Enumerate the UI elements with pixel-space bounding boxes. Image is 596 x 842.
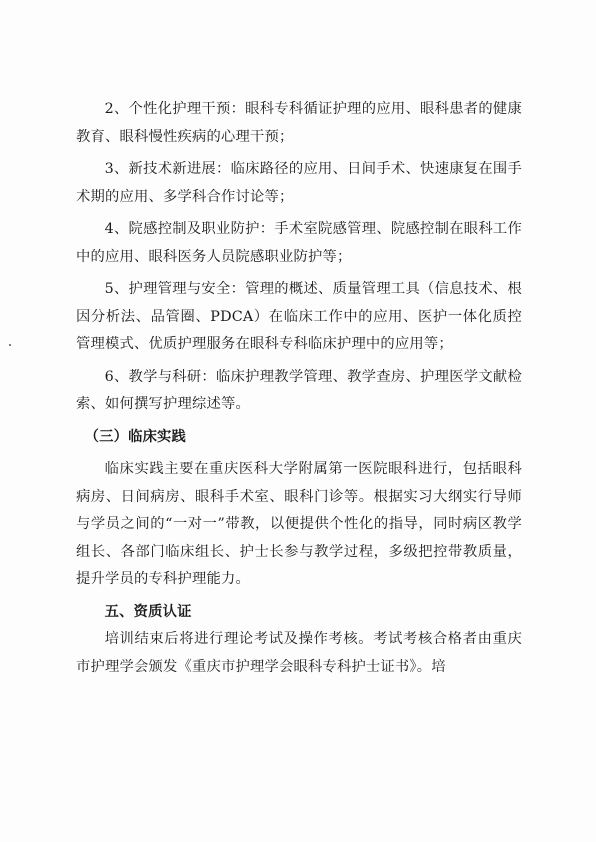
section-heading-certification: 五、资质认证 bbox=[104, 603, 192, 620]
list-item-new-technology: 3、新技术新进展：临床路径的应用、日间手术、快速康复在围手术期的应用、多学科合作讨论等； bbox=[76, 161, 522, 205]
list-item-infection-control: 4、院感控制及职业防护：手术室院感管理、院感控制在眼科工作中的应用、眼科医务人员院感职业防护等； bbox=[76, 221, 522, 265]
list-item-personalized-care: 2、个性化护理干预：眼科专科循证护理的应用、眼科患者的健康教育、眼科慢性疾病的心理干预； bbox=[76, 101, 522, 145]
paragraph-clinical-practice: 临床实践主要在重庆医科大学附属第一医院眼科进行，包括眼科病房、日间病房、眼科手术室、眼科门诊等。根据实习大纲实行导师与学员之间的“一对一”带教，以便提供个性化的指导，同时病区教学组长、各部门临床组长、护士长参与教学过程，多级把控带教质量，提升学员的专科护理能力。 bbox=[76, 461, 522, 587]
subheading-clinical-practice: （三）临床实践 bbox=[84, 428, 187, 445]
paragraph-certification: 培训结束后将进行理论考试及操作考核。考试考核合格者由重庆市护理学会颁发《重庆市护理学会眼科专科护士证书》。培 bbox=[76, 631, 522, 675]
scan-speck bbox=[9, 344, 11, 346]
list-item-management-safety: 5、护理管理与安全：管理的概述、质量管理工具（信息技术、根因分析法、品管圈、PDCA）在临床工作中的应用、医护一体化质控管理模式、优质护理服务在眼科专科临床护理中的应用等； bbox=[76, 281, 522, 352]
document-body bbox=[76, 96, 522, 681]
list-item-teaching-research: 6、教学与科研：临床护理教学管理、教学查房、护理医学文献检索、如何撰写护理综述等。 bbox=[76, 368, 522, 412]
